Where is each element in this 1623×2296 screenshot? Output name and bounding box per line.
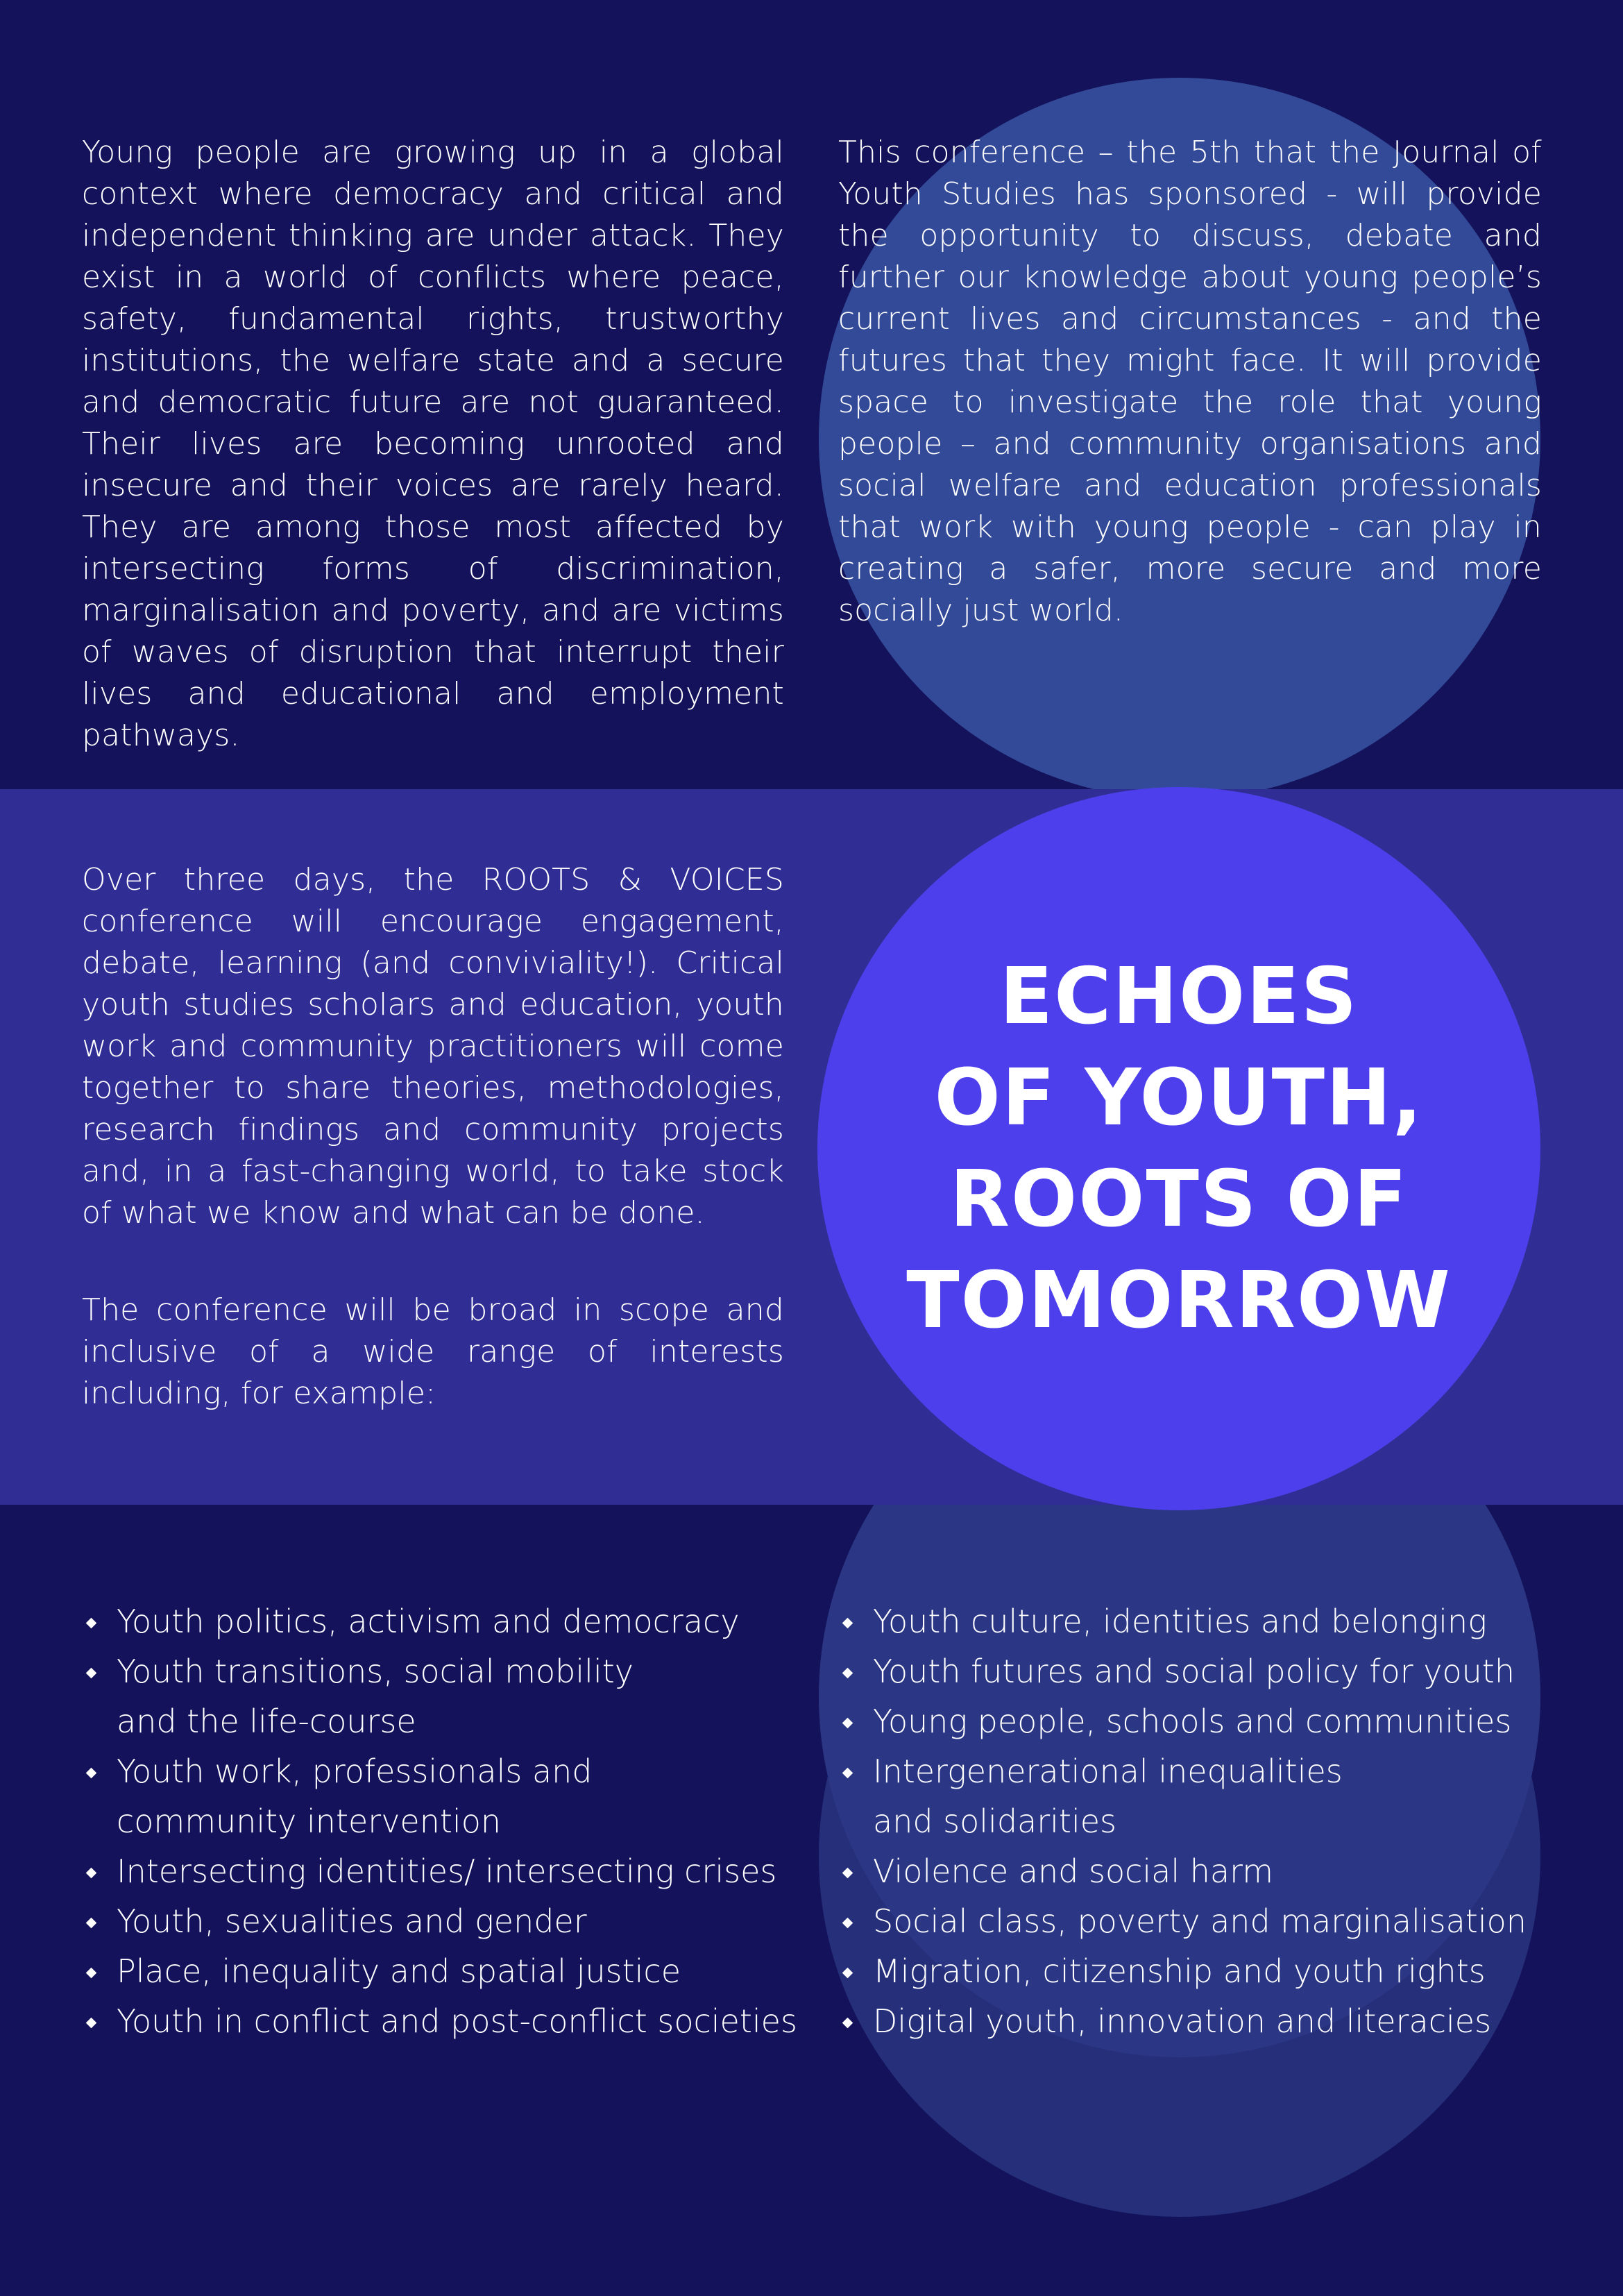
bullet-diamond-icon bbox=[842, 1868, 853, 1879]
topic-list-item bbox=[838, 1646, 1615, 1696]
conference-scope-paragraph: The conference will be broad in scope and inclusive of a wide range of interests including, for example: bbox=[82, 1292, 784, 1411]
topic-list-item bbox=[82, 1846, 817, 1896]
topic-list-item bbox=[82, 1946, 817, 1996]
bullet-diamond-icon bbox=[86, 1668, 97, 1679]
topic-label: Youth politics, activism and democracy bbox=[117, 1603, 740, 1640]
topic-list-item bbox=[838, 1996, 1615, 2046]
hero-title-line-3: ROOTS OF bbox=[949, 1154, 1409, 1244]
topic-label: Youth culture, identities and belonging bbox=[873, 1603, 1487, 1640]
topic-list-item bbox=[838, 1946, 1615, 1996]
topic-list-item bbox=[82, 1646, 817, 1746]
intro-paragraph-right: This conference – the 5th that the Journal of Youth Studies has sponsored - will provide the opportunity to discuss, debate and further our knowledge about young people’s current lives and circumstances - and the futures that they might face. It will provide space to investigate the role that young people – and community organisations and social welfare and education professionals that work with young people - can play in creating a safer, more secure and more socially just world. bbox=[838, 135, 1542, 628]
topic-label-continuation: and solidarities bbox=[873, 1803, 1116, 1840]
topic-label-continuation: community intervention bbox=[117, 1803, 501, 1840]
topic-list-item bbox=[838, 1896, 1615, 1946]
hero-title bbox=[894, 946, 1463, 1351]
bullet-diamond-icon bbox=[842, 2018, 853, 2029]
topic-list-item bbox=[838, 1596, 1615, 1646]
topic-list-item bbox=[82, 1996, 817, 2046]
intro-paragraph-left: Young people are growing up in a global context where democracy and critical and independent thinking are under attack. They exist in a world of conflicts where peace, safety, fundamental rights, trustworthy institutions, the welfare state and a secure and democratic future are not guaranteed. Their lives are becoming unrooted and insecure and their voices are rarely heard. They are among those most affected by intersecting forms of discrimination, marginalisation and poverty, and are victims of waves of disruption that interrupt their lives and educational and employment pathways. bbox=[82, 135, 784, 753]
topic-label: Youth transitions, social mobility bbox=[117, 1653, 634, 1690]
topic-list-item bbox=[82, 1746, 817, 1846]
topic-label: Youth, sexualities and gender bbox=[117, 1902, 587, 1940]
bullet-diamond-icon bbox=[86, 1968, 97, 1979]
topic-label: Youth in conflict and post-conflict societies bbox=[117, 2002, 797, 2040]
topic-list-item bbox=[82, 1896, 817, 1946]
bullet-diamond-icon bbox=[86, 1868, 97, 1879]
topic-label: Migration, citizenship and youth rights bbox=[873, 1952, 1486, 1990]
topic-label: Digital youth, innovation and literacies bbox=[873, 2002, 1492, 2040]
hero-title-line-1: ECHOES bbox=[999, 952, 1359, 1042]
topic-label: Youth futures and social policy for youth bbox=[873, 1653, 1515, 1690]
topic-list-item bbox=[838, 1746, 1615, 1846]
bullet-diamond-icon bbox=[86, 1618, 97, 1629]
bullet-diamond-icon bbox=[86, 1768, 97, 1779]
bullet-diamond-icon bbox=[86, 1918, 97, 1929]
topic-label: Youth work, professionals and bbox=[117, 1753, 593, 1790]
bullet-diamond-icon bbox=[842, 1768, 853, 1779]
conference-description-paragraph: Over three days, the ROOTS & VOICES conference will encourage engagement, debate, learning (and conviviality!). Critical youth studies scholars and education, youth work and community practitioners will come together to share theories, methodologies, research findings and community projects and, in a fast-changing world, to take stock of what we know and what can be done. bbox=[82, 862, 784, 1231]
hero-title-line-2: OF YOUTH, bbox=[934, 1053, 1424, 1143]
topic-label: Intergenerational inequalities bbox=[873, 1753, 1343, 1790]
bullet-diamond-icon bbox=[842, 1968, 853, 1979]
topic-label: Young people, schools and communities bbox=[873, 1703, 1512, 1740]
bullet-diamond-icon bbox=[86, 2018, 97, 2029]
bullet-diamond-icon bbox=[842, 1918, 853, 1929]
topic-list-item bbox=[838, 1696, 1615, 1746]
bullet-diamond-icon bbox=[842, 1718, 853, 1729]
topic-label-continuation: and the life-course bbox=[117, 1703, 416, 1740]
hero-title-line-4: TOMORROW bbox=[906, 1256, 1452, 1346]
topic-label: Intersecting identities/ intersecting crises bbox=[117, 1852, 777, 1890]
topics-list-left bbox=[82, 1596, 817, 2046]
hero-title-container bbox=[817, 787, 1540, 1510]
bullet-diamond-icon bbox=[842, 1618, 853, 1629]
topic-list-item bbox=[82, 1596, 817, 1646]
topic-label: Place, inequality and spatial justice bbox=[117, 1952, 681, 1990]
topic-list-item bbox=[838, 1846, 1615, 1896]
bullet-diamond-icon bbox=[842, 1668, 853, 1679]
topics-list-right bbox=[838, 1596, 1615, 2046]
topic-label: Violence and social harm bbox=[873, 1852, 1274, 1890]
topic-label: Social class, poverty and marginalisation bbox=[873, 1902, 1527, 1940]
